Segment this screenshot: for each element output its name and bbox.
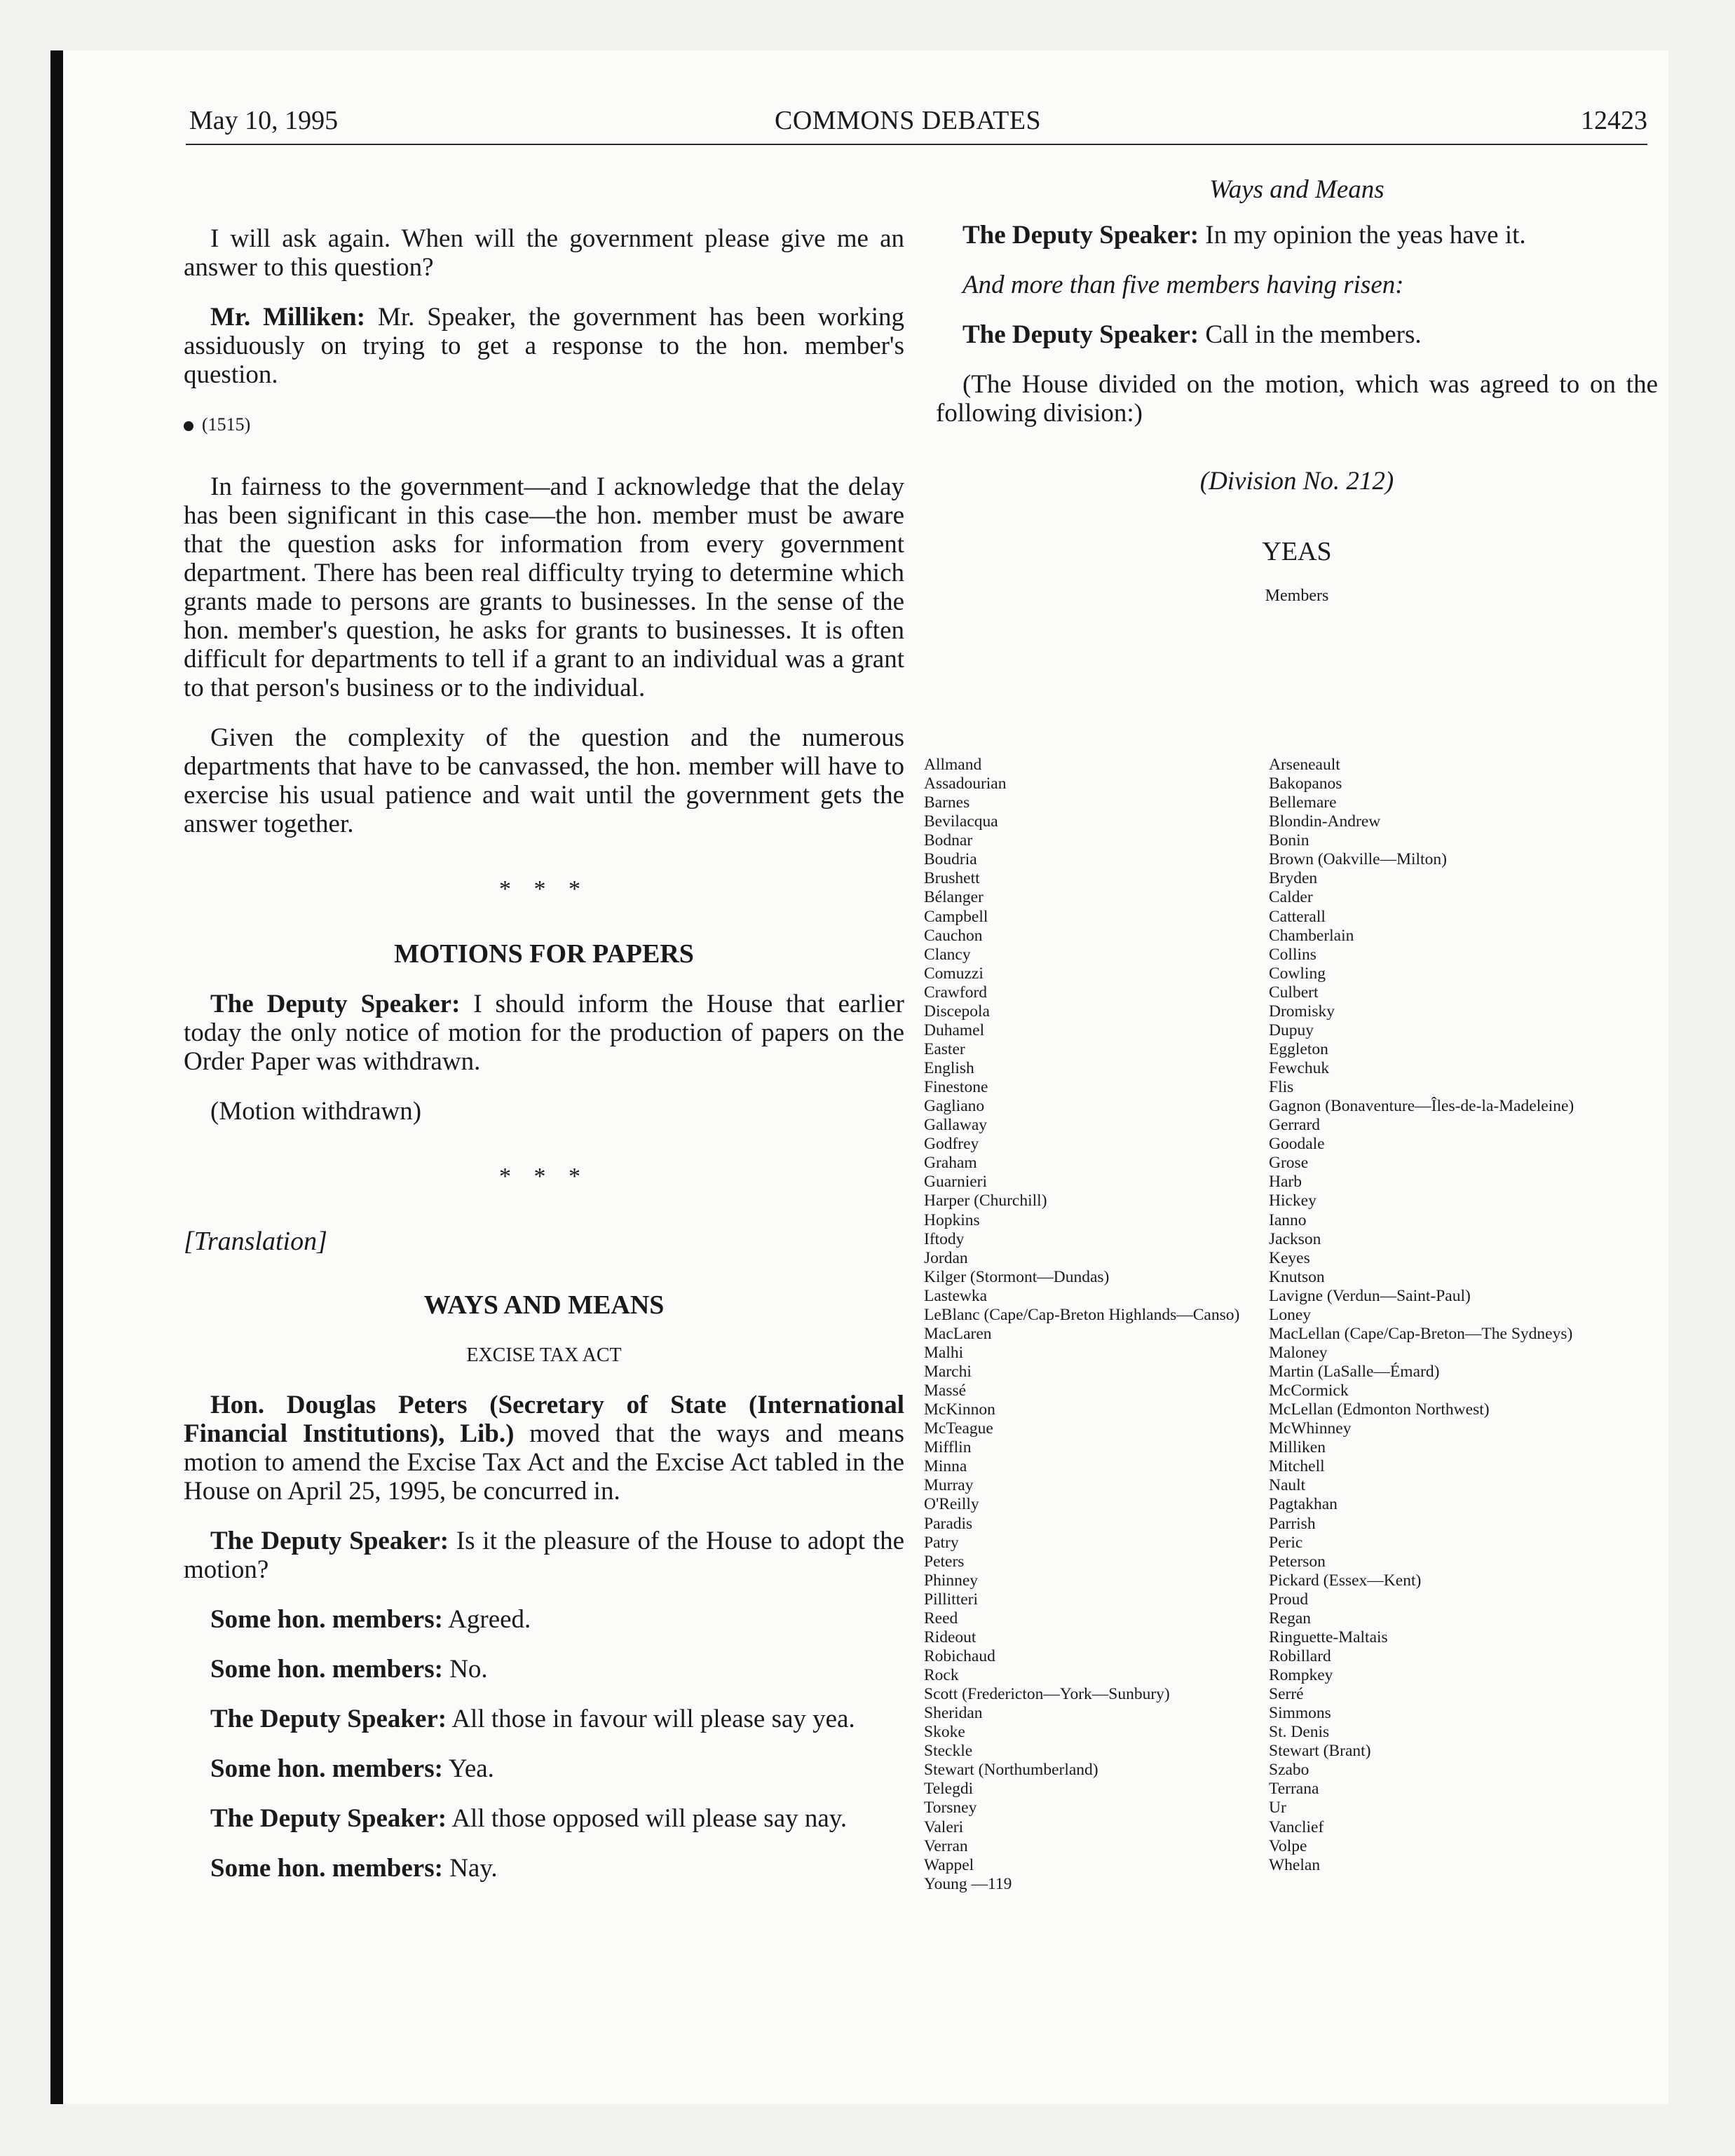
member-name: Phinney [924,1571,979,1590]
yeas-heading: YEAS [1262,537,1332,566]
paragraph [184,303,904,389]
member-name: Barnes [924,793,970,812]
translation-note: [Translation] [184,1227,327,1256]
member-name: Clancy [924,945,971,964]
paragraph [184,990,904,1076]
member-name: Mifflin [924,1438,972,1457]
member-name: Robillard [1269,1646,1331,1665]
member-name: Blondin-Andrew [1269,812,1381,831]
member-name: Eggleton [1269,1039,1328,1058]
member-name: Sheridan [924,1704,983,1723]
paragraph [184,1754,904,1783]
member-name: Peters [924,1552,965,1571]
members-label: Members [1265,587,1329,605]
member-name: Vanclief [1269,1817,1324,1836]
speaker-name: The Deputy Speaker: [210,1804,447,1833]
scan-edge [50,50,63,2104]
member-name: Marchi [924,1363,972,1381]
member-name: Ur [1269,1799,1286,1817]
speech-text: In my opinion the yeas have it. [1199,221,1526,250]
member-name: Arseneault [1269,756,1340,774]
paragraph: Given the complexity of the question and the numerous departments that have to be canvassed, the hon. member will have to exercise his usual patience and wait until the government gets the answer together. [184,723,904,838]
running-section-title: Ways and Means [1209,175,1384,204]
header-page-number: 12423 [1581,106,1647,135]
header-title: COMMONS DEBATES [775,106,1042,135]
member-name: Godfrey [924,1135,979,1154]
section-heading: WAYS AND MEANS [423,1290,665,1320]
section-separator: * * * [499,876,589,902]
time-marker-text: (1515) [202,414,251,435]
paragraph [184,1605,904,1634]
member-name: Massé [924,1381,967,1400]
member-name: Simmons [1269,1704,1331,1723]
speech-text: Yea. [442,1754,494,1783]
member-name: Rompkey [1269,1666,1333,1684]
member-name: Grose [1269,1154,1309,1173]
member-name: Dupuy [1269,1021,1314,1039]
member-name: Calder [1269,888,1313,907]
member-name: Graham [924,1154,977,1173]
member-name: O'Reilly [924,1495,979,1514]
member-name: Nault [1269,1476,1306,1495]
paragraph [184,1854,904,1883]
speaker-name: The Deputy Speaker: [962,320,1199,349]
paragraph [184,1655,904,1684]
speaker-name: The Deputy Speaker: [210,1527,449,1555]
member-name: Stewart (Northumberland) [924,1761,1098,1780]
member-name: Chamberlain [1269,926,1354,945]
member-name: MacLellan (Cape/Cap-Breton—The Sydneys) [1269,1324,1573,1343]
member-name: Lastewka [924,1286,988,1305]
member-name: Discepola [924,1002,990,1021]
speaker-name: Some hon. members: [210,1655,443,1684]
paragraph [184,1705,904,1733]
speaker-name: Mr. Milliken: [210,303,366,332]
speech-text: No. [442,1655,488,1684]
header-date: May 10, 1995 [189,106,339,135]
member-name: Reed [924,1609,958,1628]
member-name: Stewart (Brant) [1269,1742,1371,1761]
member-name: Telegdi [924,1780,974,1799]
member-name: LeBlanc (Cape/Cap-Breton Highlands—Canso) [924,1305,1240,1324]
member-name: Campbell [924,907,988,926]
member-name: Paradis [924,1514,973,1533]
procedural-note: (Motion withdrawn) [210,1097,422,1126]
member-name: Cauchon [924,926,983,945]
member-name: Bakopanos [1269,775,1342,793]
member-name: Rideout [924,1628,977,1646]
member-name: Proud [1269,1590,1309,1609]
member-name: Collins [1269,945,1316,964]
member-name: Mitchell [1269,1457,1325,1476]
member-name: Comuzzi [924,964,984,983]
speaker-name: Hon. Douglas Peters (Secretary of State (International Financial Institutions), Lib.) [184,1391,904,1448]
speech-text: Agreed. [442,1605,531,1634]
member-name: Gallaway [924,1116,988,1135]
member-name: Boudria [924,850,977,869]
member-name: Duhamel [924,1021,985,1039]
header-rule [186,144,1647,145]
member-name: Flis [1269,1078,1294,1097]
paragraph [184,1804,904,1833]
speaker-name: The Deputy Speaker: [210,1705,447,1733]
member-name: Gerrard [1269,1116,1321,1135]
member-name: Ianno [1269,1210,1307,1229]
member-name: Jordan [924,1248,968,1267]
member-name: Robichaud [924,1646,995,1665]
member-name: Gagliano [924,1097,985,1116]
speech-text: Mr. Speaker, the government has been working assiduously on trying to get a response to the hon. member's question. [184,303,905,389]
member-name: Terrana [1269,1780,1319,1799]
member-name: Malhi [924,1343,964,1362]
paragraph: In fairness to the government—and I acknowledge that the delay has been significant in this case—the hon. member must be aware that the question asks for information from every government department. There has been real difficulty trying to determine which grants made to persons are grants to businesses. In the sense of the hon. member's question, he asks for grants to businesses. It is often difficult for departments to tell if a grant to an individual was a grant to that person's business or to the individual. [184,472,904,702]
member-name: Allmand [924,756,982,774]
member-name: Crawford [924,983,988,1002]
speech-text: Call in the members. [1199,320,1422,349]
section-separator: * * * [499,1164,589,1189]
member-name: Assadourian [924,775,1007,793]
member-name: Szabo [1269,1761,1309,1780]
member-list-column-1 [924,756,1239,1894]
member-name: Bonin [1269,831,1309,850]
member-name: Maloney [1269,1343,1328,1362]
left-column [184,224,904,1904]
speech-text: All those opposed will please say nay. [447,1804,848,1833]
member-name: Murray [924,1476,974,1495]
member-name: Martin (LaSalle—Émard) [1269,1363,1440,1381]
member-name: McLellan (Edmonton Northwest) [1269,1400,1490,1419]
member-name: Patry [924,1533,959,1552]
paragraph [184,1391,904,1506]
member-name: Minna [924,1457,967,1476]
member-name: Jackson [1269,1229,1321,1248]
member-name: Scott (Fredericton—York—Sunbury) [924,1685,1170,1704]
speaker-name: Some hon. members: [210,1854,443,1883]
member-name: Pagtakhan [1269,1495,1338,1514]
speech-text: Nay. [442,1854,498,1883]
member-name: Keyes [1269,1248,1310,1267]
member-name: Bodnar [924,831,973,850]
member-name: Harper (Churchill) [924,1192,1047,1210]
member-name: Brushett [924,869,980,888]
member-name: English [924,1059,974,1077]
bullet-icon [184,421,193,431]
member-name: Fewchuk [1269,1059,1330,1077]
speaker-name: The Deputy Speaker: [210,990,461,1018]
member-name: Goodale [1269,1135,1325,1154]
member-name: Easter [924,1039,965,1058]
member-name: Iftody [924,1229,965,1248]
member-name: Brown (Oakville—Milton) [1269,850,1447,869]
member-name: Valeri [924,1817,964,1836]
procedural-note: And more than five members having risen: [962,271,1404,299]
member-name: Finestone [924,1078,988,1097]
member-name: Hopkins [924,1210,980,1229]
member-name: Lavigne (Verdun—Saint-Paul) [1269,1286,1471,1305]
member-name: Whelan [1269,1855,1321,1874]
member-name: Young —119 [924,1874,1012,1893]
member-name: Ringuette-Maltais [1269,1628,1388,1646]
member-name: Pickard (Essex—Kent) [1269,1571,1422,1590]
member-name: St. Denis [1269,1723,1330,1742]
member-name: Bélanger [924,888,984,907]
speech-text: Is it the pleasure of the House to adopt the motion? [184,1527,905,1584]
member-name: Catterall [1269,907,1326,926]
member-name: Rock [924,1666,959,1684]
speaker-name: Some hon. members: [210,1605,443,1634]
member-name: Gagnon (Bonaventure—Îles-de-la-Madeleine) [1269,1097,1574,1116]
speech-text: moved that the ways and means motion to amend the Excise Tax Act and the Excise Act tabled in the House on April 25, 1995, be concurred in. [184,1419,905,1506]
member-name: Loney [1269,1305,1312,1324]
member-name: McKinnon [924,1400,995,1419]
speaker-name: The Deputy Speaker: [962,221,1199,250]
member-name: Peric [1269,1533,1303,1552]
member-name: Wappel [924,1855,974,1874]
paragraph: I will ask again. When will the government please give me an answer to this question? [184,224,904,282]
speech-text: All those in favour will please say yea. [447,1705,855,1733]
member-name: Bevilacqua [924,812,998,831]
subsection-heading: EXCISE TAX ACT [466,1344,622,1366]
member-name: Dromisky [1269,1002,1335,1021]
section-heading: MOTIONS FOR PAPERS [394,939,694,969]
member-name: Torsney [924,1799,977,1817]
member-name: Parrish [1269,1514,1316,1533]
member-name: MacLaren [924,1324,992,1343]
paragraph [184,1527,904,1584]
member-name: McCormick [1269,1381,1349,1400]
member-name: Knutson [1269,1267,1325,1286]
member-name: McTeague [924,1419,993,1438]
member-name: Bryden [1269,869,1318,888]
member-name: Verran [924,1836,968,1855]
member-name: Pillitteri [924,1590,979,1609]
member-name: McWhinney [1269,1419,1352,1438]
paragraph [936,221,1658,250]
member-name: Regan [1269,1609,1312,1628]
paragraph [936,320,1658,349]
member-name: Skoke [924,1723,965,1742]
division-number: (Division No. 212) [1199,467,1394,496]
speech-text: I should inform the House that earlier today the only notice of motion for the production of papers on the Order Paper was withdrawn. [184,990,904,1076]
member-name: Steckle [924,1742,973,1761]
member-name: Volpe [1269,1836,1307,1855]
member-name: Milliken [1269,1438,1326,1457]
member-list-column-2 [1269,756,1574,1875]
paragraph: (The House divided on the motion, which was agreed to on the following division:) [936,370,1658,428]
member-name: Serré [1269,1685,1304,1704]
member-name: Cowling [1269,964,1326,983]
member-name: Harb [1269,1173,1302,1192]
member-name: Kilger (Stormont—Dundas) [924,1267,1110,1286]
time-marker [184,410,904,439]
member-name: Bellemare [1269,793,1337,812]
member-name: Guarnieri [924,1173,988,1192]
member-name: Culbert [1269,983,1319,1002]
member-name: Peterson [1269,1552,1326,1571]
member-name: Hickey [1269,1192,1316,1210]
speaker-name: Some hon. members: [210,1754,443,1783]
right-column [936,175,1658,627]
